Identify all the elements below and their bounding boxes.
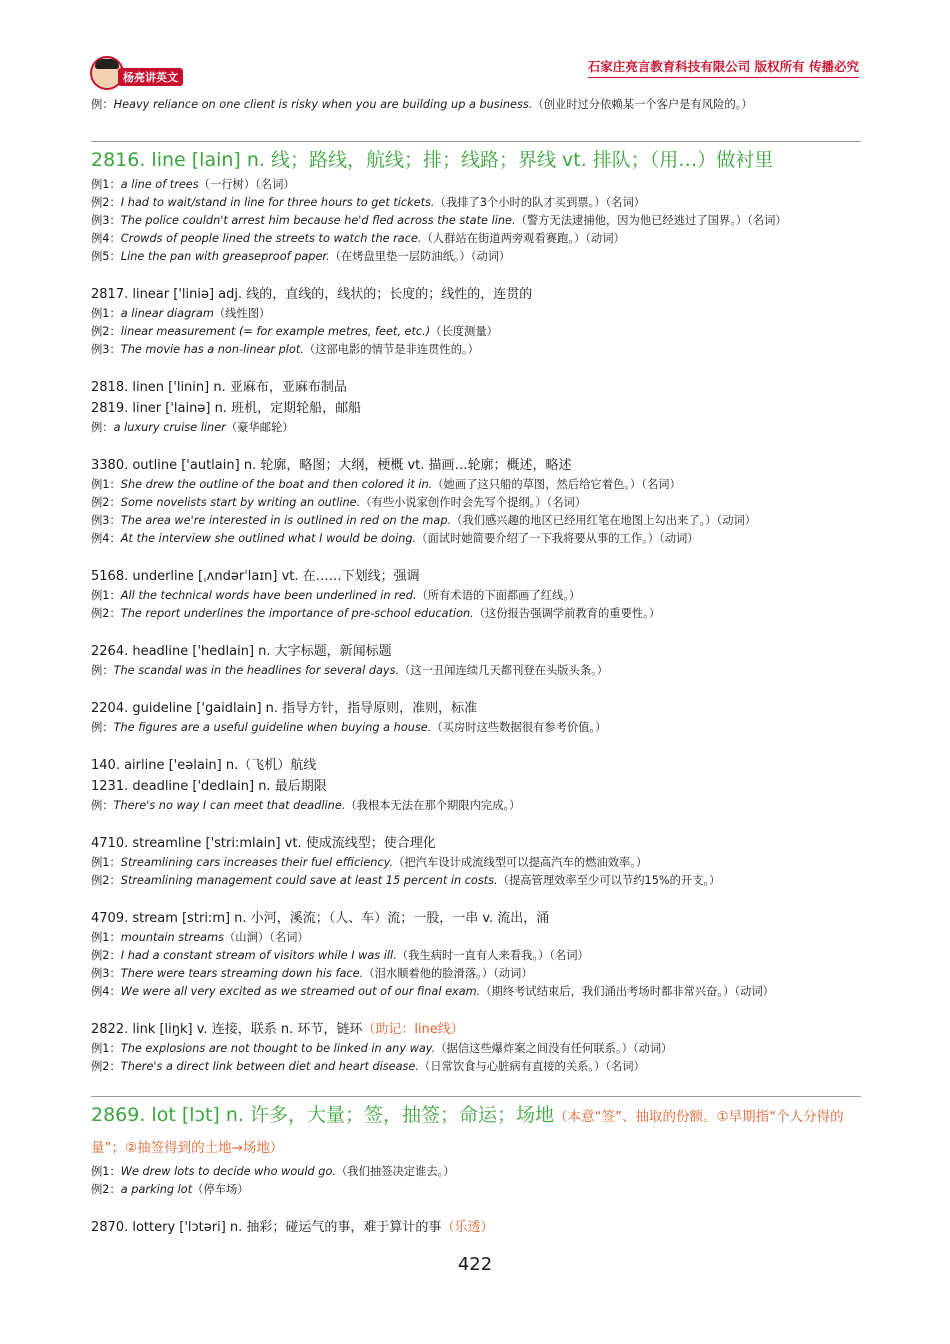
example-prefix: 例2： — [91, 196, 121, 209]
entry-text: 3380. outline ['autlain] n. 轮廓，略图；大纲，梗概 vt. 描画…轮廓；概述，略述 — [91, 458, 572, 473]
example-line — [91, 719, 861, 737]
example-chinese: （提高管理效率至少可以节约15%的开支。） — [497, 874, 721, 887]
group-spacer — [91, 1001, 861, 1019]
group-spacer — [91, 737, 861, 755]
example-english: At the interview she outlined what I would be doing. — [120, 532, 417, 545]
example-prefix: 例1： — [91, 931, 121, 944]
entry-text: 2817. linear ['liniə] adj. 线的，直线的，线状的；长度的；线性的，连贯的 — [91, 287, 533, 302]
example-chinese: （长度测量） — [430, 325, 498, 338]
example-line — [91, 929, 861, 947]
example-english: Streamlining cars increases their fuel efficiency. — [120, 856, 394, 869]
example-chinese: （面试时她简要介绍了一下我将要从事的工作。）（动词） — [416, 532, 699, 545]
group-spacer — [91, 890, 861, 908]
example-line — [91, 323, 861, 341]
page-number: 422 — [457, 1254, 493, 1275]
example-english: Some novelists start by writing an outline. — [120, 496, 361, 509]
example-english: All the technical words have been underlined in red. — [120, 589, 417, 602]
example-line — [91, 419, 861, 437]
example-prefix: 例4： — [91, 985, 121, 998]
entry-text: 2818. linen ['linin] n. 亚麻布，亚麻布制品 — [91, 380, 347, 395]
example-chinese: （警方无法逮捕他，因为他已经逃过了国界。）（名词） — [515, 214, 787, 227]
example-chinese: （买房时这些数据很有参考价值。） — [431, 721, 607, 734]
example-english: Heavy reliance on one client is risky when you are building up a business. — [113, 98, 533, 111]
example-chinese: （山涧）（名词） — [224, 931, 309, 944]
copyright-notice: 石家庄亮言教育科技有限公司 版权所有 传播必究 — [588, 57, 859, 78]
group-spacer — [91, 359, 861, 377]
example-chinese: （线性图） — [213, 307, 271, 320]
example-chinese: （所有术语的下面都画了红线。） — [416, 589, 581, 602]
example-line — [91, 530, 861, 548]
example-line — [91, 476, 861, 494]
example-line — [91, 872, 861, 890]
word-entry — [91, 1217, 861, 1238]
example-chinese: （我根本无法在那个期限内完成。） — [345, 799, 521, 812]
example-chinese: （豪华邮轮） — [225, 421, 294, 434]
example-line — [91, 212, 861, 230]
example-line — [91, 854, 861, 872]
example-prefix: 例： — [91, 98, 114, 111]
headword-title — [91, 148, 861, 172]
example-english: a line of trees — [120, 178, 199, 191]
example-prefix: 例： — [91, 421, 114, 434]
example-chinese: （创业时过分依赖某一个客户是有风险的。） — [532, 98, 753, 111]
headword-text: 2816. line [lain] n. 线；路线，航线；排；线路；界线 vt. 排队；（用…）做衬里 — [91, 149, 774, 171]
example-english: Streamlining management could save at least 15 percent in costs. — [120, 874, 498, 887]
entry-text: 4709. stream [stri:m] n. 小河，溪流；（人、车）流；一股，一串 v. 流出，涌 — [91, 911, 550, 926]
word-entry — [91, 776, 861, 797]
example-line — [91, 305, 861, 323]
example-english: Line the pan with greaseproof paper. — [120, 250, 330, 263]
example-prefix: 例3： — [91, 967, 121, 980]
example-prefix: 例2： — [91, 1060, 121, 1073]
example-prefix: 例1： — [91, 307, 121, 320]
entry-text: 140. airline ['eəlain] n.（飞机）航线 — [91, 758, 317, 773]
example-english: I had a constant stream of visitors while I was ill. — [120, 949, 397, 962]
example-chinese: （我们感兴趣的地区已经用红笔在地图上勾出来了。）（动词） — [451, 514, 757, 527]
example-prefix: 例2： — [91, 607, 121, 620]
entry-text: 2870. lottery ['lɔtəri] n. 抽彩；碰运气的事，难于算计的事 — [91, 1220, 442, 1235]
example-line — [91, 662, 861, 680]
example-prefix: 例3： — [91, 514, 121, 527]
logo-text: 杨亮讲英文 — [118, 68, 183, 86]
word-entry — [91, 833, 861, 854]
example-prefix: 例1： — [91, 178, 121, 191]
example-english: The area we're interested in is outlined in red on the map. — [120, 514, 452, 527]
example-english: mountain streams — [120, 931, 224, 944]
example-english: The explosions are not thought to be linked in any way. — [120, 1042, 436, 1055]
example-line — [91, 965, 861, 983]
example-chinese: （我们抽签决定谁去。） — [335, 1165, 455, 1178]
example-chinese: （这部电影的情节是非连贯性的。） — [303, 343, 479, 356]
word-entry — [91, 1019, 861, 1040]
mnemonic-note: （助记：line线） — [362, 1022, 464, 1037]
example-prefix: 例2： — [91, 496, 121, 509]
entry-text: 2822. link [liŋk] v. 连接，联系 n. 环节，链环 — [91, 1022, 363, 1037]
word-entry — [91, 398, 861, 419]
example-english: a parking lot — [120, 1183, 193, 1196]
example-chinese: （这份报告强调学前教育的重要性。） — [473, 607, 661, 620]
word-entry — [91, 377, 861, 398]
example-english: She drew the outline of the boat and then colored it in. — [120, 478, 433, 491]
example-english: a linear diagram — [120, 307, 214, 320]
example-chinese: （有些小说家创作时会先写个提纲。）（名词） — [360, 496, 587, 509]
example-prefix: 例2： — [91, 325, 121, 338]
entry-text: 1231. deadline ['dedlain] n. 最后期限 — [91, 779, 327, 794]
example-english: There's no way I can meet that deadline. — [113, 799, 346, 812]
example-prefix: 例1： — [91, 478, 121, 491]
group-spacer — [91, 680, 861, 698]
example-line — [91, 1040, 861, 1058]
group-spacer — [91, 266, 861, 284]
group-spacer — [91, 623, 861, 641]
example-line — [91, 1181, 861, 1199]
example-line — [91, 1058, 861, 1076]
example-english: The movie has a non-linear plot. — [120, 343, 304, 356]
entry-text: 2204. guideline ['gaidlain] n. 指导方针，指导原则，准则，标准 — [91, 701, 478, 716]
example-prefix: 例4： — [91, 532, 121, 545]
example-prefix: 例2： — [91, 949, 121, 962]
headword-text: 2869. lot [lɔt] n. 许多，大量；签，抽签；命运；场地 — [91, 1104, 554, 1126]
example-prefix: 例1： — [91, 589, 121, 602]
example-line — [91, 248, 861, 266]
example-english: linear measurement (= for example metres, feet, etc.) — [120, 325, 431, 338]
example-prefix: 例1： — [91, 856, 121, 869]
group-spacer — [91, 548, 861, 566]
example-chinese: （我生病时一直有人来看我。）（名词） — [396, 949, 589, 962]
mnemonic-note: （乐透） — [441, 1220, 494, 1235]
example-chinese: （她画了这只船的草图，然后给它着色。）（名词） — [432, 478, 681, 491]
headword-title — [91, 1101, 861, 1163]
example-prefix: 例： — [91, 664, 114, 677]
page-content — [91, 96, 861, 1238]
example-line — [91, 512, 861, 530]
entry-text: 4710. streamline ['stri:mlain] vt. 使成流线型；使合理化 — [91, 836, 436, 851]
example-english: There's a direct link between diet and heart disease. — [120, 1060, 419, 1073]
example-line — [91, 1163, 861, 1181]
example-line — [91, 96, 861, 114]
example-english: We were all very excited as we streamed out of our final exam. — [120, 985, 481, 998]
word-entry — [91, 755, 861, 776]
example-english: The report underlines the importance of pre-school education. — [120, 607, 474, 620]
example-line — [91, 194, 861, 212]
example-line — [91, 176, 861, 194]
word-entry — [91, 455, 861, 476]
example-prefix: 例1： — [91, 1165, 121, 1178]
example-english: The police couldn't arrest him because he'd fled across the state line. — [120, 214, 516, 227]
example-line — [91, 797, 861, 815]
example-prefix: 例3： — [91, 214, 121, 227]
example-line — [91, 983, 861, 1001]
example-english: There were tears streaming down his face. — [120, 967, 364, 980]
example-line — [91, 230, 861, 248]
example-chinese: （泪水顺着他的脸滑落。）（动词） — [363, 967, 533, 980]
example-line — [91, 947, 861, 965]
example-chinese: （停车场） — [192, 1183, 249, 1196]
example-prefix: 例2： — [91, 874, 121, 887]
word-entry — [91, 698, 861, 719]
example-chinese: （在烤盘里垫一层防油纸。）（动词） — [329, 250, 511, 263]
group-spacer — [91, 437, 861, 455]
word-entry — [91, 908, 861, 929]
word-entry — [91, 566, 861, 587]
example-line — [91, 494, 861, 512]
example-chinese: （我排了3个小时的队才买到票。）（名词） — [434, 196, 646, 209]
example-line — [91, 587, 861, 605]
example-english: The scandal was in the headlines for several days. — [113, 664, 400, 677]
example-chinese: （人群站在街道两旁观看赛跑。）（动词） — [421, 232, 625, 245]
example-prefix: 例1： — [91, 1042, 121, 1055]
example-english: I had to wait/stand in line for three hours to get tickets. — [120, 196, 435, 209]
entry-text: 2264. headline ['hedlain] n. 大字标题，新闻标题 — [91, 644, 392, 659]
word-entry — [91, 284, 861, 305]
entry-text: 2819. liner ['lainə] n. 班机，定期轮船，邮船 — [91, 401, 362, 416]
example-chinese: （一行树）（名词） — [198, 178, 295, 191]
group-spacer — [91, 1199, 861, 1217]
page-header — [0, 0, 950, 95]
group-spacer — [91, 815, 861, 833]
example-english: a luxury cruise liner — [113, 421, 226, 434]
example-chinese: （这一丑闻连续几天都刊登在头版头条。） — [399, 664, 609, 677]
example-chinese: （把汽车设计成流线型可以提高汽车的燃油效率。） — [393, 856, 648, 869]
headword-note: （本意“签”、抽取的份额。①早期指“个人分得的量”；②抽签得到的土地→场地） — [91, 1109, 844, 1156]
example-prefix: 例3： — [91, 343, 121, 356]
word-entry — [91, 641, 861, 662]
example-english: The figures are a useful guideline when buying a house. — [113, 721, 432, 734]
entry-text: 5168. underline [ˌʌndərˈlaɪn] vt. 在……下划线；强调 — [91, 569, 420, 584]
example-line — [91, 341, 861, 359]
example-chinese: （日常饮食与心脏病有直接的关系。）（名词） — [418, 1060, 645, 1073]
example-line — [91, 605, 861, 623]
example-english: We drew lots to decide who would go. — [120, 1165, 336, 1178]
example-prefix: 例5： — [91, 250, 121, 263]
example-chinese: （据信这些爆炸案之间没有任何联系。）（动词） — [435, 1042, 673, 1055]
brand-logo — [90, 56, 190, 88]
example-prefix: 例： — [91, 799, 114, 812]
example-chinese: （期终考试结束后，我们涌出考场时都非常兴奋。）（动词） — [480, 985, 774, 998]
example-prefix: 例： — [91, 721, 114, 734]
example-english: Crowds of people lined the streets to watch the race. — [120, 232, 422, 245]
example-prefix: 例4： — [91, 232, 121, 245]
example-prefix: 例2： — [91, 1183, 121, 1196]
